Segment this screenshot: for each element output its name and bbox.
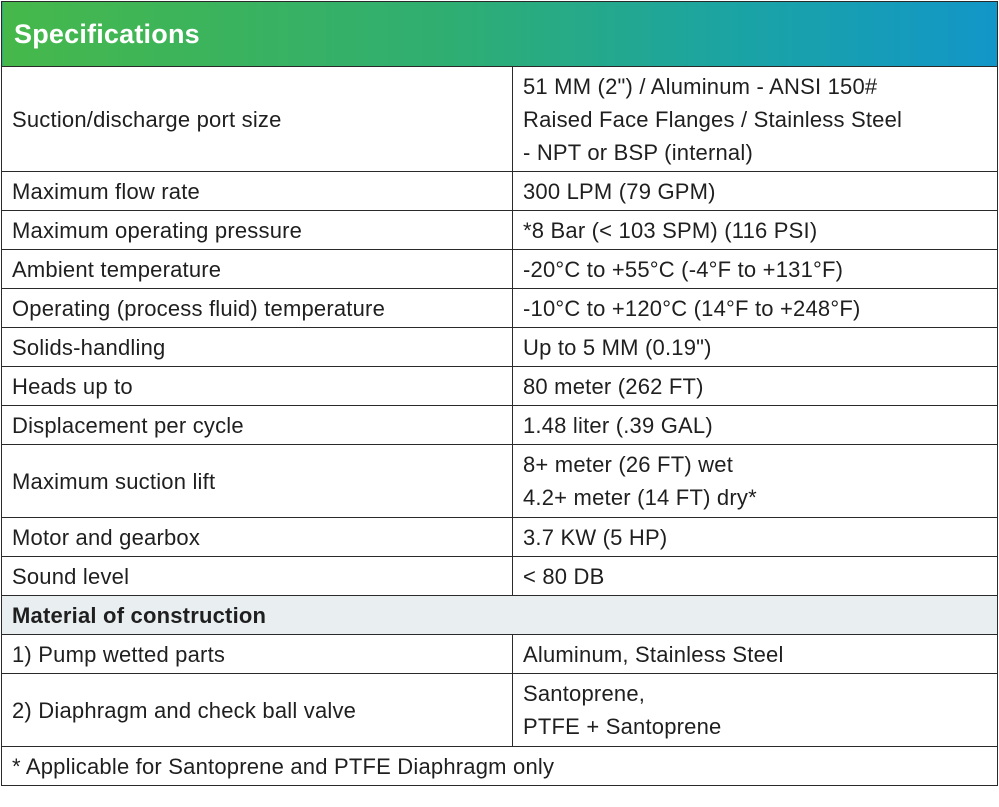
spec-label: Ambient temperature xyxy=(2,250,513,289)
table-row xyxy=(2,289,998,328)
spec-value: Up to 5 MM (0.19") xyxy=(513,328,998,367)
table-row xyxy=(2,328,998,367)
spec-value: Santoprene, PTFE + Santoprene xyxy=(513,674,998,747)
table-row xyxy=(2,406,998,445)
header-row xyxy=(2,2,998,67)
spec-value: 51 MM (2") / Aluminum - ANSI 150# Raised Face Flanges / Stainless Steel - NPT or BSP (internal) xyxy=(513,67,998,172)
spec-value: 8+ meter (26 FT) wet 4.2+ meter (14 FT) dry* xyxy=(513,445,998,518)
spec-value: Aluminum, Stainless Steel xyxy=(513,635,998,674)
section-title: Material of construction xyxy=(2,596,998,635)
table-row xyxy=(2,211,998,250)
table-row xyxy=(2,445,998,518)
spec-value: 80 meter (262 FT) xyxy=(513,367,998,406)
spec-label: Sound level xyxy=(2,557,513,596)
spec-label: Solids-handling xyxy=(2,328,513,367)
table-row xyxy=(2,172,998,211)
footnote: * Applicable for Santoprene and PTFE Diaphragm only xyxy=(2,747,998,786)
spec-value: -10°C to +120°C (14°F to +248°F) xyxy=(513,289,998,328)
specifications-table xyxy=(1,1,998,786)
table-row xyxy=(2,250,998,289)
table-row xyxy=(2,67,998,172)
table-row xyxy=(2,518,998,557)
spec-value: *8 Bar (< 103 SPM) (116 PSI) xyxy=(513,211,998,250)
table-row xyxy=(2,635,998,674)
spec-label: Maximum suction lift xyxy=(2,445,513,518)
spec-label: Heads up to xyxy=(2,367,513,406)
spec-value: 3.7 KW (5 HP) xyxy=(513,518,998,557)
spec-value: 1.48 liter (.39 GAL) xyxy=(513,406,998,445)
table-title: Specifications xyxy=(2,2,998,67)
footnote-row xyxy=(2,747,998,786)
spec-label: Motor and gearbox xyxy=(2,518,513,557)
spec-label: 1) Pump wetted parts xyxy=(2,635,513,674)
spec-label: Maximum flow rate xyxy=(2,172,513,211)
table-row xyxy=(2,367,998,406)
spec-label: Operating (process fluid) temperature xyxy=(2,289,513,328)
spec-label: 2) Diaphragm and check ball valve xyxy=(2,674,513,747)
spec-label: Maximum operating pressure xyxy=(2,211,513,250)
spec-value: -20°C to +55°C (-4°F to +131°F) xyxy=(513,250,998,289)
spec-value: < 80 DB xyxy=(513,557,998,596)
spec-value: 300 LPM (79 GPM) xyxy=(513,172,998,211)
section-row xyxy=(2,596,998,635)
spec-label: Displacement per cycle xyxy=(2,406,513,445)
spec-label: Suction/discharge port size xyxy=(2,67,513,172)
table-row xyxy=(2,674,998,747)
table-row xyxy=(2,557,998,596)
